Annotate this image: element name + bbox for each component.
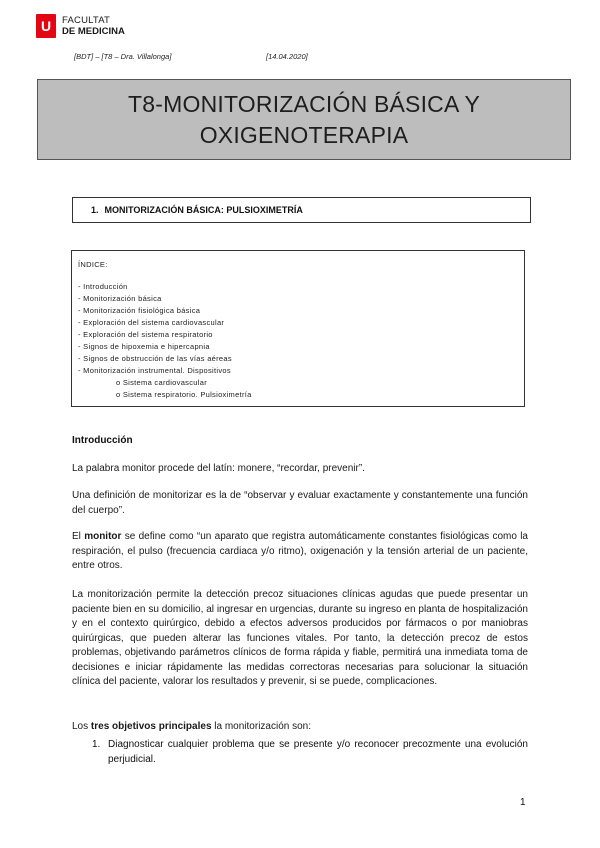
objective-number: 1. [92,739,101,750]
faculty-name-line2: DE MEDICINA [62,26,125,37]
page-number: 1 [520,797,526,808]
index-item: - Exploración del sistema respiratorio [78,330,213,339]
index-heading: ÍNDICE: [78,260,108,269]
objective-item [92,738,528,767]
paragraph-monitor-post: se define como “un aparato que registra automáticamente constantes fisiológicas como la respiración, el pulso (frecuencia cardiaca y/o ritmo), oxigenación y la tensión arterial de un paciente, entre otros. [72,531,528,571]
paragraph-objectives-bold: tres objetivos principales [90,721,212,732]
paragraph-objectives [72,720,528,735]
faculty-logo [36,14,125,38]
document-meta [74,52,308,61]
index-item: - Signos de obstrucción de las vías aéreas [78,354,232,363]
index-item: - Monitorización básica [78,294,162,303]
university-logo-icon: U [36,14,56,38]
course-info: [BDT] – [T8 – Dra. Villalonga] [74,52,172,61]
paragraph-detection: La monitorización permite la detección precoz situaciones clínicas agudas que puede presentar un paciente bien en su domicilio, al ingresar en urgencias, durante su ingreso en planta de hospitalización y en el contexto quirúrgico, debido a efectos adversos producidos por fármacos o por maniobras quirúrgicas, que pueden alterar las funciones vitales. Por tanto, la detección precoz de estos problemas, objetivando parámetros clínicos de forma rápida y fiable, permitirá una inmediata toma de decisiones e iniciar rápidamente las medidas correctoras necesarias para solucionar la situación clínica del paciente, valorar los resultados y prevenir, si se puede, complicaciones. [72,589,528,687]
title-line-2: OXIGENOTERAPIA [199,121,409,148]
faculty-name [62,15,125,37]
index-item: - Monitorización fisiológica básica [78,306,201,315]
index-subitem: o Sistema cardiovascular [116,378,207,387]
paragraph-monitor [72,530,528,574]
title-line-1: T8-MONITORIZACIÓN BÁSICA Y [128,90,480,117]
index-item: - Exploración del sistema cardiovascular [78,318,225,327]
title-box [37,79,571,160]
index-item: - Signos de hipoxemia e hipercapnia [78,342,210,351]
objective-text: Diagnosticar cualquier problema que se presente y/o reconocer precozmente una evolución perjudicial. [108,739,528,765]
document-date: [14.04.2020] [266,52,308,61]
paragraph-monitor-bold: monitor [84,531,122,542]
paragraph-objectives-post: la monitorización son: [211,721,312,732]
paragraph-etymology: La palabra monitor procede del latín: monere, “recordar, prevenir”. [72,463,365,474]
index-box [71,250,525,407]
section-title: MONITORIZACIÓN BÁSICA: PULSIOXIMETRÍA [104,205,303,215]
faculty-name-line1: FACULTAT [62,15,111,26]
intro-heading: Introducción [72,435,133,446]
paragraph-objectives-pre: Los [72,721,91,732]
index-item: - Monitorización instrumental. Dispositivos [78,366,231,375]
paragraph-definition: Una definición de monitorizar es la de “observar y evaluar exactamente y constantemente una función del cuerpo”. [72,490,528,516]
index-item: - Introducción [78,282,128,291]
index-subitem: o Sistema respiratorio. Pulsioximetría [116,390,252,399]
paragraph-monitor-pre: El [72,531,85,542]
section-heading-box [72,197,531,223]
section-number: 1. [91,205,99,215]
